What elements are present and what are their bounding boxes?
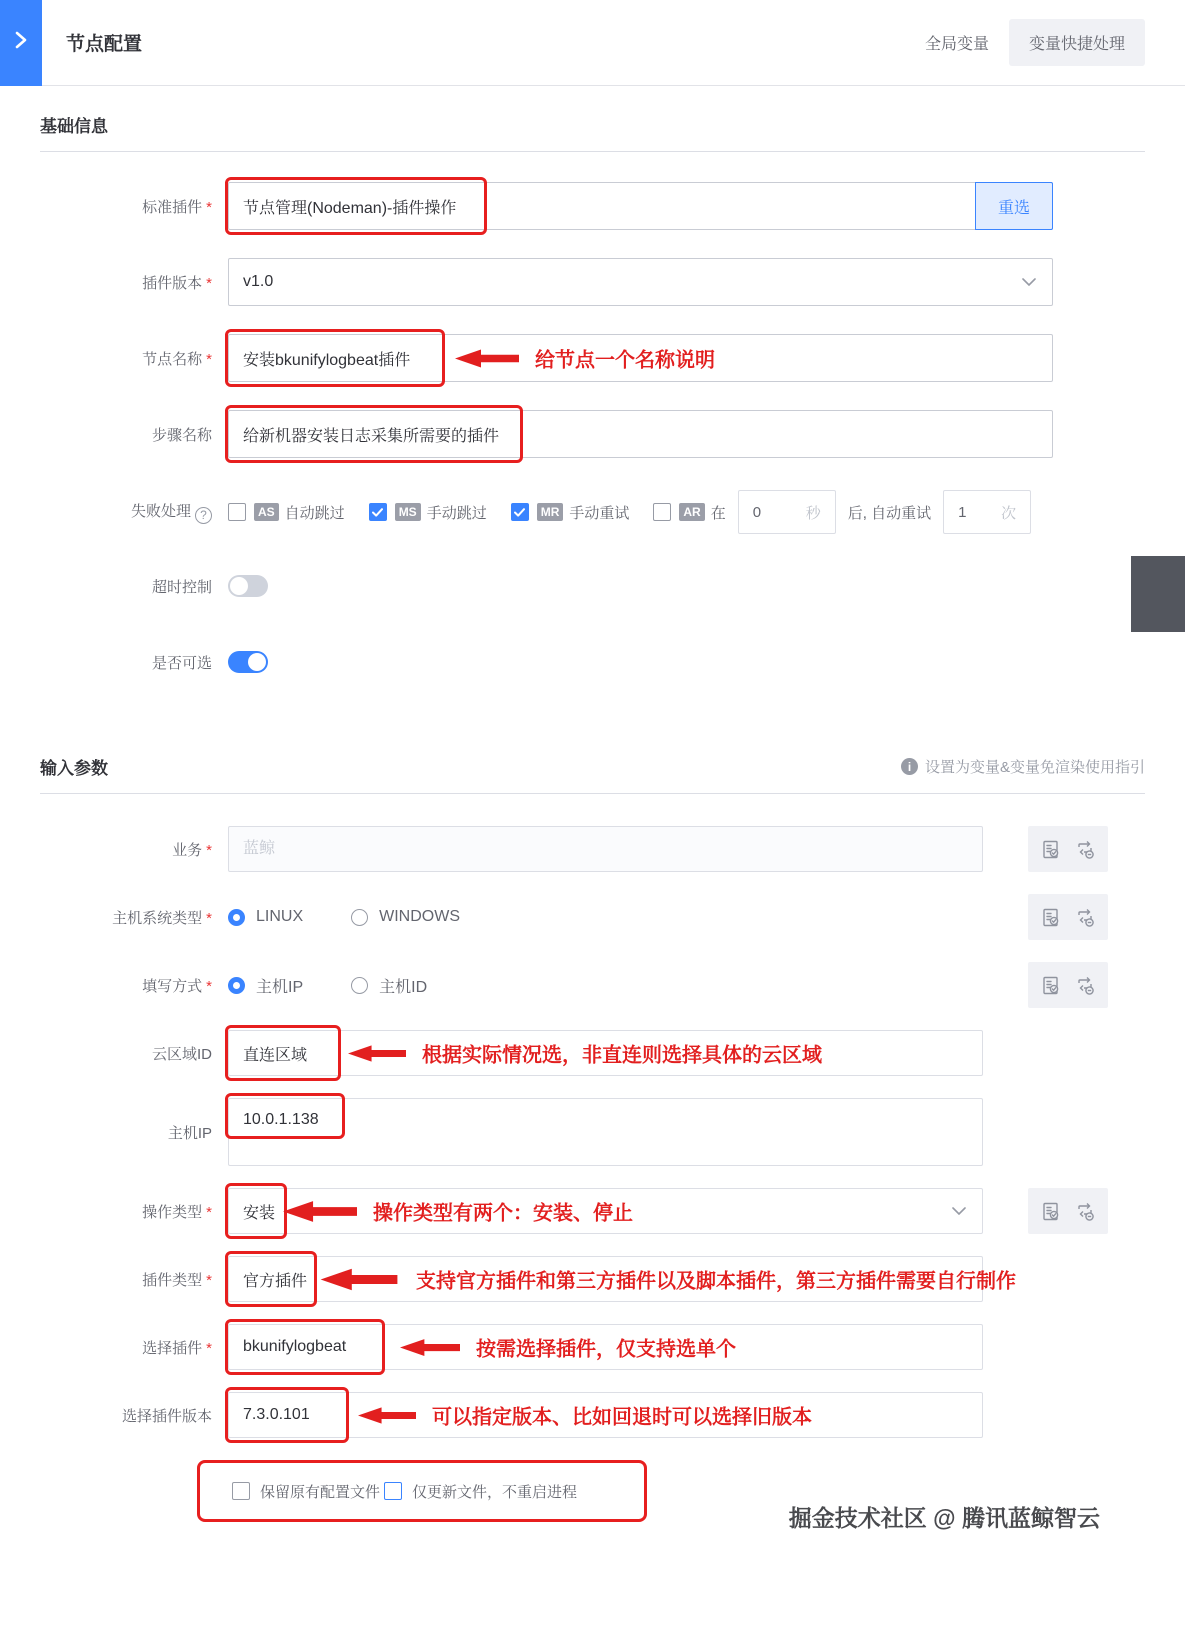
update-only-label: 仅更新文件，不重启进程 xyxy=(412,1483,578,1501)
set-as-variable-icon[interactable] xyxy=(1040,1201,1061,1222)
variable-actions xyxy=(1028,1188,1108,1234)
radio-linux[interactable] xyxy=(228,909,245,926)
business-label: 业务 * xyxy=(172,841,212,859)
host-ip-textarea[interactable] xyxy=(228,1098,983,1166)
section-divider xyxy=(40,151,1145,152)
plugin-version-label: 插件版本 * xyxy=(142,274,212,292)
plugin-type-annotation: 支持官方插件和第三方插件以及脚本插件，第三方插件需要自行制作 xyxy=(318,1265,1016,1294)
optional-row xyxy=(40,650,1145,674)
standard-plugin-row xyxy=(40,182,1145,230)
os-type-row: 主机系统类型 * LINUX WINDOWS xyxy=(40,894,1145,940)
op-type-annotation: 操作类型有两个：安装、停止 xyxy=(283,1197,633,1226)
select-version-row xyxy=(40,1392,1145,1438)
select-plugin-annotation: 按需选择插件，仅支持选单个 xyxy=(400,1333,736,1362)
node-name-annotation: 给节点一个名称说明 xyxy=(455,344,715,373)
host-ip-value: 10.0.1.138 xyxy=(243,1111,319,1128)
timeout-row xyxy=(40,574,1145,598)
fail-handling-label: 失败处理 ? xyxy=(40,500,212,524)
standard-plugin-value: 节点管理(Nodeman)-插件操作 xyxy=(243,199,457,217)
select-plugin-label: 选择插件 * xyxy=(142,1339,212,1357)
select-plugin-value: bkunifylogbeat xyxy=(243,1338,347,1355)
set-as-variable-icon[interactable] xyxy=(1040,907,1061,928)
retry-seconds-input[interactable]: 0 秒 xyxy=(738,490,836,534)
keep-config-group xyxy=(197,1460,647,1522)
radio-windows[interactable] xyxy=(351,909,368,926)
select-plugin-row xyxy=(40,1324,1145,1370)
op-type-label: 操作类型 * xyxy=(142,1203,212,1221)
variable-guide-link[interactable]: i 设置为变量&变量免渲染使用指引 xyxy=(901,756,1145,777)
info-icon: i xyxy=(901,758,918,775)
host-ip-label: 主机IP xyxy=(167,1124,212,1142)
auto-retry-checkbox[interactable] xyxy=(653,503,671,521)
red-arrow-left-icon xyxy=(455,348,519,368)
select-version-label: 选择插件版本 xyxy=(121,1407,212,1425)
fail-option-auto-retry: AR 在 xyxy=(653,502,725,523)
check-icon xyxy=(372,508,383,517)
cloud-area-row xyxy=(40,1030,1145,1076)
panel-header xyxy=(0,0,1185,86)
chevron-down-icon xyxy=(1022,273,1036,291)
timeout-toggle[interactable] xyxy=(228,575,268,597)
step-name-row xyxy=(40,410,1145,458)
node-name-label: 节点名称 * xyxy=(142,350,212,368)
set-as-variable-icon[interactable] xyxy=(1040,839,1061,860)
fill-mode-row: 填写方式 * 主机IP 主机ID xyxy=(40,962,1145,1008)
plugin-version-select[interactable] xyxy=(228,258,1053,306)
basic-section-title: 基础信息 xyxy=(40,117,108,136)
fail-option-auto-skip: AS 自动跳过 xyxy=(228,502,345,523)
red-arrow-left-icon xyxy=(283,1199,357,1223)
fail-option-manual-skip: MS 手动跳过 xyxy=(369,502,487,523)
plugin-version-row xyxy=(40,258,1145,306)
header-actions xyxy=(925,19,1145,66)
auto-skip-checkbox[interactable] xyxy=(228,503,246,521)
standard-plugin-input[interactable] xyxy=(228,182,1053,230)
plugin-type-label: 插件类型 * xyxy=(142,1271,212,1289)
variable-actions xyxy=(1028,826,1108,872)
collapse-button[interactable] xyxy=(0,0,42,86)
host-ip-row xyxy=(40,1098,1145,1166)
op-type-row xyxy=(40,1188,1145,1234)
form-body xyxy=(0,112,1185,1522)
node-name-row xyxy=(40,334,1145,382)
keep-config-checkbox[interactable] xyxy=(232,1482,250,1500)
manual-skip-checkbox[interactable] xyxy=(369,503,387,521)
select-version-annotation: 可以指定版本、比如回退时可以选择旧版本 xyxy=(358,1401,812,1430)
basic-info-section xyxy=(40,112,1145,674)
cloud-area-value: 直连区域 xyxy=(243,1046,308,1064)
as-badge: AS xyxy=(254,503,279,521)
red-arrow-left-icon xyxy=(348,1043,406,1063)
variable-quick-handle-button[interactable]: 变量快捷处理 xyxy=(1009,19,1145,66)
select-version-value: 7.3.0.101 xyxy=(243,1406,310,1423)
node-name-value: 安装bkunifylogbeat插件 xyxy=(243,351,411,369)
no-render-icon[interactable] xyxy=(1074,1201,1096,1222)
question-mark-icon[interactable]: ? xyxy=(195,507,212,524)
global-variables-link[interactable]: 全局变量 xyxy=(924,36,989,53)
retry-count-input[interactable]: 1 次 xyxy=(943,490,1031,534)
update-only-checkbox[interactable] xyxy=(384,1482,402,1500)
radio-host-id[interactable] xyxy=(351,977,368,994)
check-icon xyxy=(514,508,525,517)
plugin-version-value: v1.0 xyxy=(243,273,274,290)
red-arrow-left-icon xyxy=(400,1337,460,1357)
chevron-right-icon xyxy=(15,31,27,54)
ms-badge: MS xyxy=(395,503,421,521)
step-name-input[interactable] xyxy=(228,410,1053,458)
params-section-title: 输入参数 xyxy=(40,759,108,778)
business-row xyxy=(40,826,1145,872)
manual-retry-checkbox[interactable] xyxy=(511,503,529,521)
fail-handling-row xyxy=(40,490,1145,534)
cloud-area-annotation: 根据实际情况选，非直连则选择具体的云区域 xyxy=(348,1039,822,1068)
op-type-value: 安装 xyxy=(243,1204,276,1222)
step-name-value: 给新机器安装日志采集所需要的插件 xyxy=(243,427,500,445)
page-title: 节点配置 xyxy=(66,34,143,55)
variable-actions xyxy=(1028,894,1108,940)
fail-option-manual-retry: MR 手动重试 xyxy=(511,502,630,523)
step-name-label: 步骤名称 xyxy=(151,426,212,444)
mr-badge: MR xyxy=(537,503,564,521)
no-render-icon[interactable] xyxy=(1074,839,1096,860)
input-params-section xyxy=(40,754,1145,1522)
no-render-icon[interactable] xyxy=(1074,907,1096,928)
plugin-type-row xyxy=(40,1256,1145,1302)
business-input[interactable] xyxy=(228,826,983,872)
red-arrow-left-icon xyxy=(358,1405,416,1425)
plugin-type-value: 官方插件 xyxy=(243,1272,308,1290)
timeout-label: 超时控制 xyxy=(151,578,212,596)
scrollbar-fragment xyxy=(1131,556,1185,632)
radio-host-ip[interactable] xyxy=(228,977,245,994)
optional-toggle[interactable] xyxy=(228,651,268,673)
no-render-icon[interactable] xyxy=(1074,975,1096,996)
ar-badge: AR xyxy=(679,503,704,521)
keep-config-label: 保留原有配置文件 xyxy=(260,1483,381,1501)
optional-label: 是否可选 xyxy=(151,654,212,672)
fill-mode-label: 填写方式 * xyxy=(142,977,212,995)
section-divider xyxy=(40,793,1145,794)
cloud-area-label: 云区域ID xyxy=(151,1045,212,1063)
set-as-variable-icon[interactable] xyxy=(1040,975,1061,996)
auto-retry-text: 后, 自动重试 xyxy=(847,504,932,522)
standard-plugin-label: 标准插件 * xyxy=(142,198,212,216)
watermark: 掘金技术社区 @ 腾讯蓝鲸智云 xyxy=(788,1505,1100,1531)
os-type-label: 主机系统类型 * xyxy=(112,909,212,927)
variable-actions xyxy=(1028,962,1108,1008)
reselect-button[interactable]: 重选 xyxy=(975,182,1053,230)
chevron-down-icon xyxy=(952,1202,966,1220)
red-arrow-left-icon xyxy=(318,1267,400,1291)
